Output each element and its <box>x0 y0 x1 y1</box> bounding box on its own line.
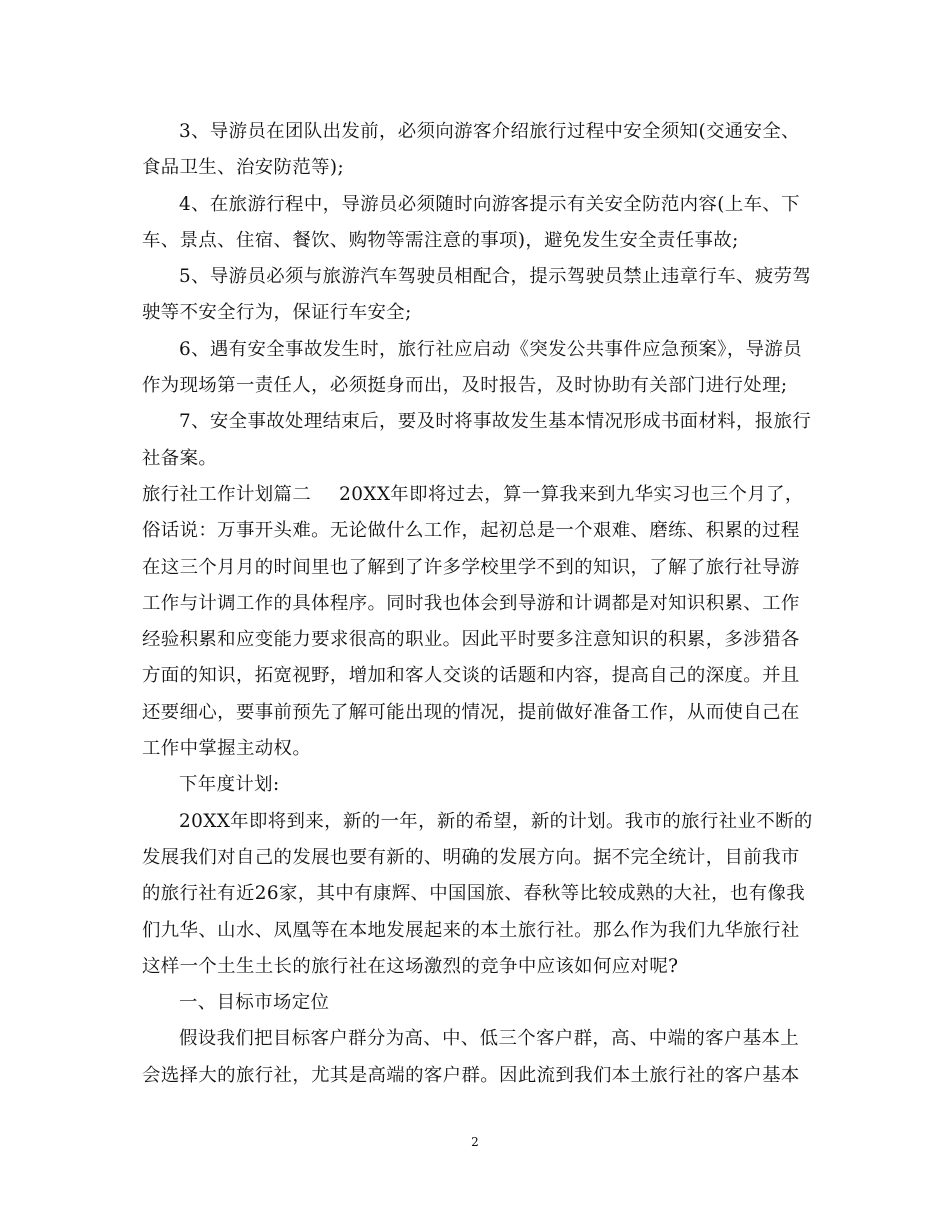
text-line: 工作与计调工作的具体程序。同时我也体会到导游和计调都是对知识积累、工作 <box>142 592 800 614</box>
text-line: 3、导游员在团队出发前，必须向游客介绍旅行过程中安全须知(交通安全、 <box>179 121 800 142</box>
text-line: 20XX年即将过去，算一算我来到九华实习也三个月了， <box>339 483 804 505</box>
text-line: 们九华、山水、凤凰等在本地发展起来的本土旅行社。那么作为我们九华旅行社 <box>142 919 800 941</box>
paragraph-item-3 <box>142 114 804 187</box>
target-heading-paragraph <box>142 985 804 1021</box>
text-line: 工作中掌握主动权。 <box>142 738 312 760</box>
text-line: 作为现场第一责任人，必须挺身而出，及时报告，及时协助有关部门进行处理; <box>142 375 788 397</box>
text-line: 俗话说：万事开头难。无论做什么工作，起初总是一个艰难、磨练、积累的过程 <box>142 520 800 542</box>
text-line: 方面的知识，拓宽视野，增加和客人交谈的话题和内容，提高自己的深度。并且 <box>142 665 800 687</box>
text-line: 会选择大的旅行社，尤其是高端的客户群。因此流到我们本土旅行社的客户基本 <box>142 1064 800 1086</box>
section-heading: 旅行社工作计划篇二 <box>142 483 312 505</box>
text-line: 还要细心，要事前预先了解可能出现的情况，提前做好准备工作，从而使自己在 <box>142 701 800 723</box>
document-body <box>142 114 813 1094</box>
text-line: 20XX年即将到来，新的一年，新的希望，新的计划。我市的旅行社业不断的 <box>179 810 813 832</box>
text-line: 社备案。 <box>142 447 218 469</box>
text-line: 发展我们对自己的发展也要有新的、明确的发展方向。据不完全统计，目前我市 <box>142 846 800 868</box>
text-line: 6、遇有安全事故发生时，旅行社应启动《突发公共事件应急预案》，导游员 <box>179 338 802 360</box>
text-line: 在这三个月月的时间里也了解到了许多学校里学不到的知识，了解了旅行社导游 <box>142 556 800 578</box>
paragraph-item-7 <box>142 404 812 477</box>
text-line: 车、景点、住宿、餐饮、购物等需注意的事项)，避免发生安全责任事故; <box>142 229 739 251</box>
text-line: 这样一个土生土长的旅行社在这场激烈的竞争中应该如何应对呢? <box>142 955 679 977</box>
section-two-paragraph <box>142 477 804 767</box>
text-line: 假设我们把目标客户群分为高、中、低三个客户群，高、中端的客户基本上 <box>179 1028 800 1050</box>
plan-heading-paragraph <box>142 767 804 803</box>
page-number: 2 <box>471 1135 479 1149</box>
text-line: 4、在旅游行程中，导游员必须随时向游客提示有关安全防范内容(上车、下 <box>179 193 800 215</box>
paragraph-item-5 <box>142 259 812 332</box>
plan-paragraph <box>142 804 813 985</box>
text-line: 驶等不安全行为，保证行车安全; <box>142 302 412 324</box>
text-line: 食品卫生、治安防范等); <box>142 157 345 179</box>
target-paragraph <box>142 1021 804 1094</box>
text-line: 7、安全事故处理结束后，要及时将事故发生基本情况形成书面材料，报旅行 <box>179 411 812 433</box>
text-line: 5、导游员必须与旅游汽车驾驶员相配合，提示驾驶员禁止违章行车、疲劳驾 <box>179 266 812 288</box>
plan-heading: 下年度计划: <box>179 774 280 796</box>
paragraph-item-4 <box>142 187 804 260</box>
target-heading: 一、目标市场定位 <box>179 992 330 1014</box>
text-line: 的旅行社有近26家，其中有康辉、中国国旅、春秋等比较成熟的大社，也有像我 <box>142 883 806 905</box>
section-two-first-line <box>142 477 804 513</box>
text-line: 经验积累和应变能力要求很高的职业。因此平时要多注意知识的积累，多涉猎各 <box>142 629 800 651</box>
paragraph-item-6 <box>142 332 804 405</box>
